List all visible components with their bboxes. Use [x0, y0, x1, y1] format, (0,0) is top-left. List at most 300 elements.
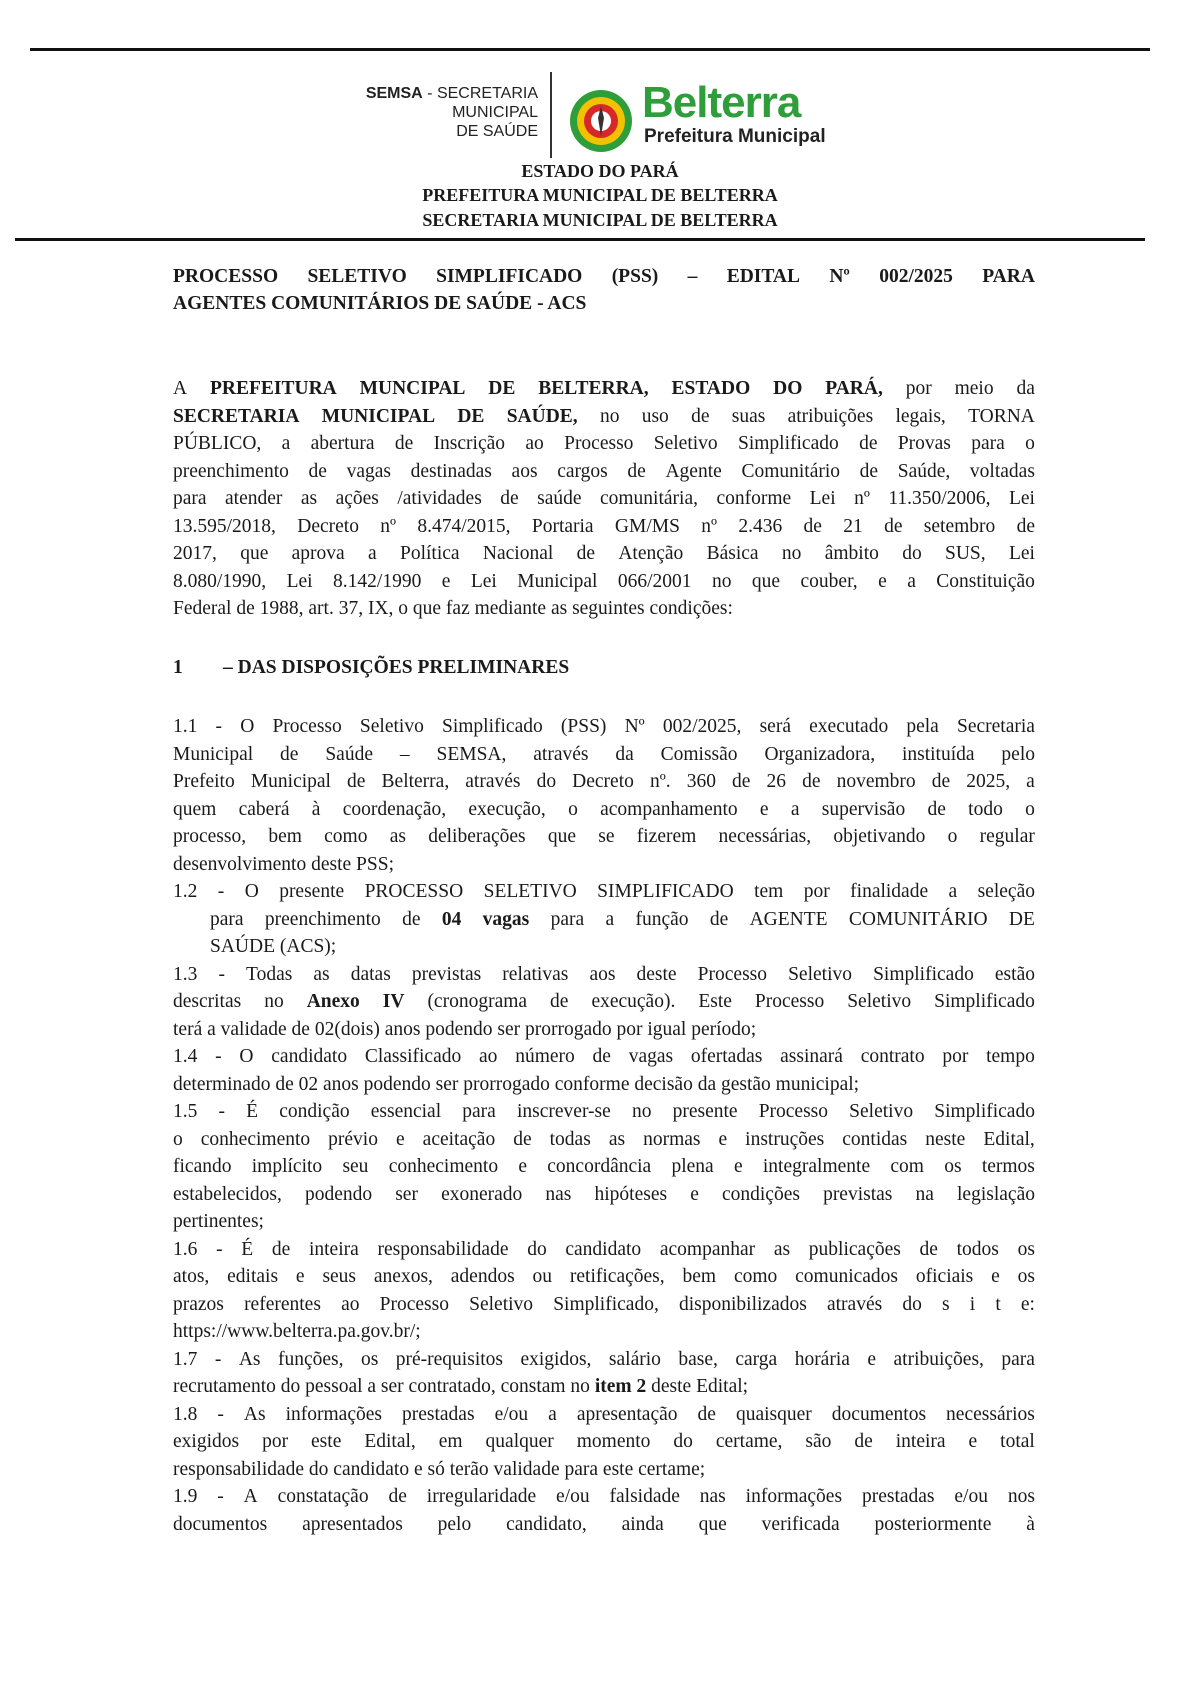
text-word: MUNCIPAL: [359, 378, 466, 399]
text-word: prazos: [173, 1293, 224, 1315]
text-word: Prefeito: [173, 771, 235, 792]
text-word: adendos: [450, 1266, 515, 1287]
text-word: vagas: [628, 1046, 674, 1067]
text-word: e: [759, 798, 769, 820]
text-word: BELTERRA,: [538, 378, 649, 399]
text-word: e: [518, 1156, 527, 1177]
text-word: Provas: [897, 433, 951, 454]
text-word: as: [608, 1128, 626, 1150]
text-word: pela: [906, 716, 939, 737]
text-word: vagas: [482, 908, 530, 930]
text-word: os: [1017, 1266, 1035, 1287]
text-word: inteira: [895, 1431, 946, 1452]
text-word: estão: [994, 963, 1035, 985]
text-word: deliberações: [428, 826, 526, 847]
text-word: o: [947, 826, 958, 847]
text-line: [173, 403, 1035, 431]
text-line: [173, 1373, 1035, 1401]
text-word: apresentados: [302, 1513, 403, 1535]
text-line: [173, 540, 1035, 568]
text-word: preenchimento: [173, 460, 289, 482]
text-word: Processo: [272, 716, 342, 737]
text-line: [173, 1071, 1035, 1099]
text-word: (PSS): [560, 716, 607, 737]
text-word: fizerem: [636, 826, 697, 847]
text-word: É: [246, 1101, 259, 1122]
text-word: 1.8: [173, 1403, 198, 1425]
text-word: e: [441, 570, 451, 592]
text-word: Comissão: [660, 743, 738, 765]
text-word: do: [527, 1238, 547, 1260]
text-word: número: [515, 1046, 575, 1067]
text-line: [173, 851, 1035, 879]
text-word: condições: [721, 1183, 800, 1205]
text-word: nº: [380, 515, 397, 537]
text-word: de: [388, 1486, 407, 1507]
text-word: de: [919, 1238, 938, 1260]
text-word: do: [673, 1431, 693, 1452]
text-word: todos: [956, 1238, 999, 1260]
text-word: Lei: [470, 570, 497, 592]
text-word: SAÚDE,: [506, 405, 578, 427]
text-word: Seletivo: [469, 1293, 534, 1315]
text-word: através: [533, 743, 589, 765]
text-word: comunicados: [795, 1266, 899, 1287]
text-word: IV: [382, 991, 405, 1012]
text-word: nº.: [649, 771, 671, 792]
text-line: [173, 1208, 1035, 1236]
text-word: no: [711, 570, 732, 592]
text-word: nos: [1007, 1486, 1035, 1507]
text-word: de: [803, 515, 822, 537]
text-word: de: [1016, 515, 1035, 537]
text-word: -: [217, 1403, 224, 1425]
text-word: meio: [954, 378, 994, 399]
text-word: -: [218, 1101, 226, 1122]
text-word: Este: [698, 991, 732, 1012]
text-word: Edital,: [983, 1128, 1035, 1150]
text-word: PROCESSO: [364, 881, 464, 902]
text-word: Processo: [754, 991, 825, 1012]
text-word: do: [902, 1293, 922, 1315]
text-word: por: [905, 378, 932, 399]
text-word: editais: [227, 1266, 279, 1287]
text-word: termos: [981, 1156, 1035, 1177]
text-word: no: [264, 991, 284, 1012]
text-word: Processo: [379, 1293, 449, 1315]
text-word: relativas: [502, 963, 569, 985]
text-word: SUS,: [945, 543, 986, 564]
text-word: estabelecidos,: [173, 1183, 282, 1205]
text-word: ao: [479, 1046, 498, 1067]
text-word: Organizadora,: [764, 743, 876, 765]
text-word: previstas: [411, 963, 482, 985]
text-word: de: [691, 405, 710, 427]
text-word: por: [942, 1046, 969, 1067]
text-word: implícito: [251, 1156, 323, 1177]
text-word: a: [605, 908, 615, 930]
semsa-label: SEMSA - SECRETARIA MUNICIPAL DE SAÚDE: [365, 85, 538, 140]
text-word: de: [280, 743, 299, 765]
text-word: 13.595/2018,: [173, 515, 276, 537]
text-word: retificações,: [569, 1266, 665, 1287]
text-word: Nacional: [482, 543, 554, 564]
text-word: Edital,: [364, 1431, 416, 1452]
text-line: [173, 1043, 1035, 1071]
text-word: referentes: [244, 1293, 321, 1315]
text-word: tempo: [986, 1046, 1035, 1067]
text-word: os: [360, 1348, 379, 1370]
text-word: presente: [279, 881, 345, 902]
title-word: PROCESSO: [173, 266, 279, 287]
text-word: SIMPLIFICADO: [597, 881, 734, 902]
text-word: 1.9: [173, 1486, 198, 1507]
text-word: de: [854, 1431, 873, 1452]
text-word: será: [759, 716, 791, 737]
text-word: o: [568, 798, 578, 820]
text-word: Municipal: [517, 570, 598, 592]
text-word: 066/2001: [617, 570, 692, 592]
text-word: para: [173, 488, 207, 509]
text-word: de: [500, 488, 519, 509]
text-word: do: [536, 771, 557, 792]
text-word: as: [773, 1238, 791, 1260]
text-word: 2.436: [738, 515, 783, 537]
text-word: oficiais: [915, 1266, 974, 1287]
text-word: de: [308, 460, 327, 482]
text-word: documentos: [173, 1513, 268, 1535]
text-word: ficando: [173, 1156, 232, 1177]
text-word: contrato: [860, 1046, 925, 1067]
text-word: essencial: [370, 1101, 442, 1122]
text-word: Inscrição: [433, 433, 506, 454]
intro-paragraph: [173, 375, 1035, 623]
text-word: contidas: [842, 1128, 908, 1150]
brand-name: Belterra: [642, 78, 801, 127]
header-secretaria: SECRETARIA MUNICIPAL DE BELTERRA: [422, 210, 778, 230]
text-word: instruções: [745, 1128, 825, 1150]
text-word: o: [173, 1128, 183, 1150]
text-word: Lei: [809, 488, 836, 509]
text-word: 2025,: [966, 771, 1011, 792]
text-word: de: [859, 460, 879, 482]
text-word: Anexo: [306, 991, 360, 1012]
text-word: /atividades: [397, 488, 482, 509]
text-word: e: [733, 1156, 743, 1177]
text-segment: desenvolvimento deste PSS;: [173, 853, 394, 875]
text-word: documentos: [831, 1403, 927, 1425]
text-word: normas: [643, 1128, 701, 1150]
text-word: Seletivo: [849, 1101, 914, 1122]
text-word: por: [803, 881, 830, 902]
title-word: SELETIVO: [307, 266, 407, 287]
text-word: TORNA: [968, 405, 1035, 427]
text-word: conhecimento: [200, 1128, 311, 1150]
text-word: abertura: [310, 433, 375, 454]
text-word: todo: [968, 798, 1003, 820]
text-word: nas: [545, 1183, 572, 1205]
text-word: os: [1017, 1238, 1035, 1260]
text-word: momento: [576, 1431, 651, 1452]
text-segment: determinado de 02 anos podendo ser prorrogado conforme decisão da gestão municipal;: [173, 1073, 860, 1095]
text-word: salário: [608, 1348, 661, 1370]
text-word: execução).: [591, 991, 676, 1012]
text-word: e: [396, 1128, 405, 1150]
text-line: [173, 1318, 1035, 1346]
text-word: Saúde,: [897, 460, 951, 482]
text-word: Processo: [758, 1101, 829, 1122]
text-word: para: [971, 433, 1005, 454]
text-word: constatação: [277, 1486, 369, 1507]
text-line: [173, 1236, 1035, 1264]
section-title: – DAS DISPOSIÇÕES PRELIMINARES: [223, 657, 570, 678]
text-word: o: [1025, 798, 1035, 820]
text-line: [173, 1291, 1035, 1319]
text-word: bem: [268, 826, 302, 847]
text-word: Simplificado: [442, 716, 543, 737]
text-word: total: [1000, 1431, 1035, 1452]
text-word: integralmente: [762, 1156, 871, 1177]
text-word: responsabilidade: [377, 1238, 509, 1260]
text-word: Simplificado: [738, 433, 839, 454]
text-word: seleção: [977, 881, 1035, 902]
text-word: a: [948, 881, 958, 902]
text-word: presente: [672, 1101, 738, 1122]
text-word: posteriormente: [874, 1513, 992, 1535]
text-word: PREFEITURA: [209, 378, 337, 399]
text-word: assinará: [780, 1046, 843, 1067]
text-line: [173, 1428, 1035, 1456]
text-word: a: [548, 1403, 557, 1425]
text-word: saúde: [537, 488, 582, 509]
text-word: vagas: [346, 460, 391, 482]
text-word: O: [240, 716, 255, 737]
text-line: [173, 713, 1035, 741]
text-word: regular: [979, 826, 1035, 847]
text-line: [173, 988, 1035, 1016]
text-segment: responsabilidade do candidato e só terão validade para este certame;: [173, 1458, 706, 1480]
text-word: DE: [457, 405, 485, 427]
text-word: para: [550, 908, 585, 930]
text-word: PÚBLICO,: [173, 433, 262, 454]
text-word: -: [214, 1348, 222, 1370]
header-prefeitura: PREFEITURA MUNICIPAL DE BELTERRA: [422, 185, 778, 205]
text-word: pelo: [1001, 743, 1035, 765]
text-word: à: [1026, 1513, 1035, 1535]
text-word: Lei: [1008, 543, 1035, 564]
text-word: base,: [678, 1348, 718, 1370]
text-word: DE: [1008, 908, 1035, 930]
text-word: 1.7: [173, 1348, 198, 1370]
text-word: os: [944, 1156, 962, 1177]
text-word: que: [547, 826, 577, 847]
text-word: exigidos,: [520, 1348, 592, 1370]
text-word: em: [438, 1431, 463, 1452]
text-word: 1.2: [173, 881, 198, 902]
text-word: pelo: [437, 1513, 472, 1535]
text-word: certame,: [715, 1431, 783, 1452]
text-word: 1.4: [173, 1046, 198, 1067]
text-word: quaisquer: [735, 1403, 812, 1425]
text-word: inscrever-se: [516, 1101, 611, 1122]
title-word: SIMPLIFICADO: [436, 266, 583, 287]
title-word: –: [687, 266, 698, 287]
text-word: 360: [686, 771, 716, 792]
text-word: Processo: [564, 433, 634, 454]
title-word: Nº: [829, 266, 850, 287]
text-word: As: [238, 1348, 261, 1370]
text-word: disponibilizados: [678, 1293, 807, 1315]
text-word: todas: [549, 1128, 591, 1150]
text-word: e/ou: [954, 1486, 988, 1507]
text-word: Portaria: [531, 515, 594, 537]
text-word: couber,: [800, 570, 858, 592]
text-word: 1.3: [173, 963, 198, 985]
text-line: [173, 1511, 1035, 1539]
text-word: de: [927, 798, 946, 820]
text-word: acompanhamento: [600, 798, 738, 820]
text-word: prestadas: [402, 1403, 475, 1425]
text-word: GM/MS: [614, 515, 680, 537]
text-line: [173, 906, 1035, 934]
text-line: [173, 1456, 1035, 1484]
text-word: verificada: [761, 1513, 840, 1535]
text-word: são: [805, 1431, 832, 1452]
text-word: Básica: [706, 543, 759, 564]
text-word: caberá: [238, 798, 290, 820]
text-segment: item 2: [594, 1376, 647, 1397]
text-word: Decreto: [572, 771, 634, 792]
text-word: MUNICIPAL: [321, 405, 436, 427]
text-word: e: [878, 570, 887, 592]
logo-separator: [550, 72, 552, 158]
text-word: Todas: [246, 963, 293, 985]
text-word: de: [709, 908, 729, 930]
text-word: DO: [773, 378, 803, 399]
text-word: ao: [341, 1293, 360, 1315]
text-word: 1.5: [173, 1101, 198, 1122]
text-line: [173, 933, 1035, 961]
text-word: candidato: [271, 1046, 348, 1067]
text-word: atribuições,: [893, 1348, 984, 1370]
text-word: neste: [925, 1128, 966, 1150]
text-word: –: [399, 743, 410, 765]
title-word: (PSS): [611, 266, 659, 287]
text-word: Classificado: [364, 1046, 462, 1067]
text-word: inteira: [308, 1238, 359, 1260]
text-word: exonerado: [441, 1183, 523, 1205]
text-word: Seletivo: [788, 963, 852, 985]
text-word: e:: [1020, 1293, 1035, 1315]
text-word: a: [281, 433, 291, 454]
title-word: PARA: [982, 266, 1035, 287]
text-word: à: [311, 798, 321, 820]
text-word: no: [599, 405, 620, 427]
text-line: [173, 1181, 1035, 1209]
text-word: 002/2025,: [662, 716, 742, 737]
text-word: este: [311, 1431, 342, 1452]
text-line: [173, 1483, 1035, 1511]
text-word: a: [790, 798, 800, 820]
text-word: execução,: [468, 798, 546, 820]
text-word: Saúde: [325, 743, 373, 765]
text-word: datas: [350, 963, 391, 985]
text-word: Simplificado: [934, 1101, 1035, 1122]
text-word: falsidade: [609, 1486, 680, 1507]
text-word: necessárias,: [718, 826, 812, 847]
text-word: Comunitário: [741, 460, 841, 482]
text-word: de: [697, 1403, 716, 1425]
text-word: supervisão: [821, 798, 906, 820]
text-word: de: [550, 991, 569, 1012]
text-word: as: [389, 826, 406, 847]
text-word: voltadas: [969, 460, 1035, 482]
section-items: [173, 713, 1035, 1538]
text-word: Atenção: [618, 543, 684, 564]
text-word: 8.080/1990,: [173, 570, 267, 592]
text-word: A: [173, 378, 188, 399]
text-line: [173, 458, 1035, 486]
text-word: 26: [766, 771, 787, 792]
text-word: seus: [322, 1266, 357, 1287]
text-word: -: [217, 1486, 224, 1507]
text-word: nº: [854, 488, 870, 509]
text-word: Seletivo: [653, 433, 718, 454]
text-word: prestadas: [861, 1486, 935, 1507]
text-segment: SAÚDE (ACS);: [210, 936, 337, 957]
text-word: -: [217, 881, 225, 902]
text-word: descritas: [173, 991, 242, 1012]
text-word: atender: [225, 488, 283, 509]
text-word: 2017,: [173, 543, 217, 564]
text-word: candidato,: [506, 1513, 587, 1535]
text-word: de: [513, 1128, 532, 1150]
text-word: legais,: [895, 405, 946, 427]
text-word: para: [462, 1101, 496, 1122]
text-word: legislação: [957, 1183, 1035, 1205]
text-word: por: [262, 1431, 289, 1452]
text-word: SELETIVO: [483, 881, 577, 902]
text-word: ser: [395, 1183, 418, 1205]
text-word: através: [826, 1293, 883, 1315]
text-word: no: [781, 543, 802, 564]
text-segment: recrutamento do pessoal a ser contratado, constam no: [173, 1376, 595, 1397]
text-word: exigidos: [173, 1431, 240, 1452]
text-word: a: [907, 570, 916, 592]
text-word: pré-requisitos: [395, 1348, 503, 1370]
text-word: AGENTE: [749, 908, 828, 930]
text-word: setembro: [923, 515, 996, 537]
text-word: a: [368, 543, 377, 564]
document-title-line2: AGENTES COMUNITÁRIOS DE SAÚDE - ACS: [173, 293, 587, 314]
text-word: Simplificado: [934, 991, 1035, 1012]
text-word: novembro: [836, 771, 916, 792]
text-word: O: [244, 881, 259, 902]
text-line: [173, 1098, 1035, 1126]
text-word: ofertadas: [690, 1046, 763, 1067]
text-word: e: [968, 1431, 978, 1452]
text-word: -: [215, 1046, 222, 1067]
text-word: comunitária,: [599, 488, 698, 509]
text-line: [173, 595, 1035, 623]
text-word: ao: [525, 433, 544, 454]
text-word: As: [243, 1403, 266, 1425]
text-word: preenchimento: [264, 908, 381, 930]
text-line: [173, 568, 1035, 596]
text-word: coordenação,: [342, 798, 447, 820]
text-word: DE: [488, 378, 516, 399]
text-word: COMUNITÁRIO: [848, 908, 988, 930]
